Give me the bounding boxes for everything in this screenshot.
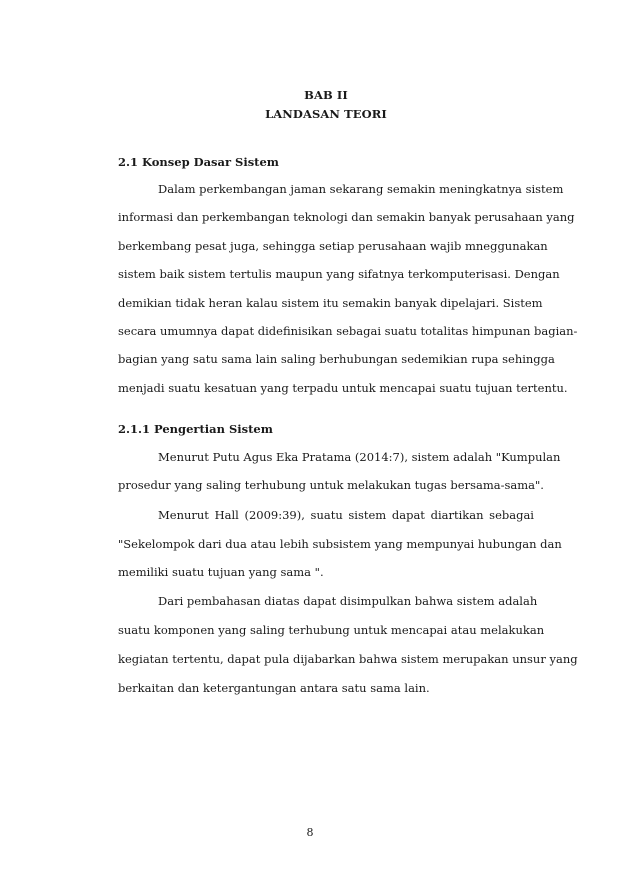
page-number: 8: [306, 826, 314, 839]
paragraph-line: memiliki suatu tujuan yang sama ".: [118, 565, 324, 579]
paragraph-line: suatu komponen yang saling terhubung untuk mencapai atau melakukan: [118, 623, 545, 637]
paragraph-line: bagian yang satu sama lain saling berhubungan sedemikian rupa sehingga: [118, 352, 555, 366]
paragraph-line: prosedur yang saling terhubung untuk melakukan tugas bersama-sama".: [118, 478, 544, 492]
paragraph-line: Dalam perkembangan jaman sekarang semakin meningkatnya sistem: [158, 182, 564, 196]
paragraph-line: kegiatan tertentu, dapat pula dijabarkan bahwa sistem merupakan unsur yang: [118, 652, 578, 666]
paragraph-line: Menurut Hall (2009:39), suatu sistem dapat diartikan sebagai: [158, 508, 534, 522]
paragraph-line: sistem baik sistem tertulis maupun yang sifatnya terkomputerisasi. Dengan: [118, 267, 560, 281]
paragraph-line: "Sekelompok dari dua atau lebih subsistem yang mempunyai hubungan dan: [118, 537, 562, 551]
chapter-title: LANDASAN TEORI: [265, 107, 387, 121]
paragraph-line: menjadi suatu kesatuan yang terpadu untuk mencapai suatu tujuan tertentu.: [118, 381, 568, 395]
paragraph-line: demikian tidak heran kalau sistem itu semakin banyak dipelajari. Sistem: [118, 296, 543, 310]
paragraph-line: secara umumnya dapat didefinisikan sebagai suatu totalitas himpunan bagian-: [118, 324, 578, 338]
section-heading-2-1-1: 2.1.1 Pengertian Sistem: [118, 422, 273, 436]
section-heading-2-1: 2.1 Konsep Dasar Sistem: [118, 155, 279, 169]
paragraph-line: Menurut Putu Agus Eka Pratama (2014:7), sistem adalah "Kumpulan: [158, 450, 561, 464]
paragraph-line: berkaitan dan ketergantungan antara satu sama lain.: [118, 681, 430, 695]
paragraph-line: berkembang pesat juga, sehingga setiap perusahaan wajib mneggunakan: [118, 239, 548, 253]
paragraph-line: Dari pembahasan diatas dapat disimpulkan bahwa sistem adalah: [158, 594, 538, 608]
paragraph-line: informasi dan perkembangan teknologi dan semakin banyak perusahaan yang: [118, 210, 575, 224]
chapter-number: BAB II: [304, 88, 348, 102]
